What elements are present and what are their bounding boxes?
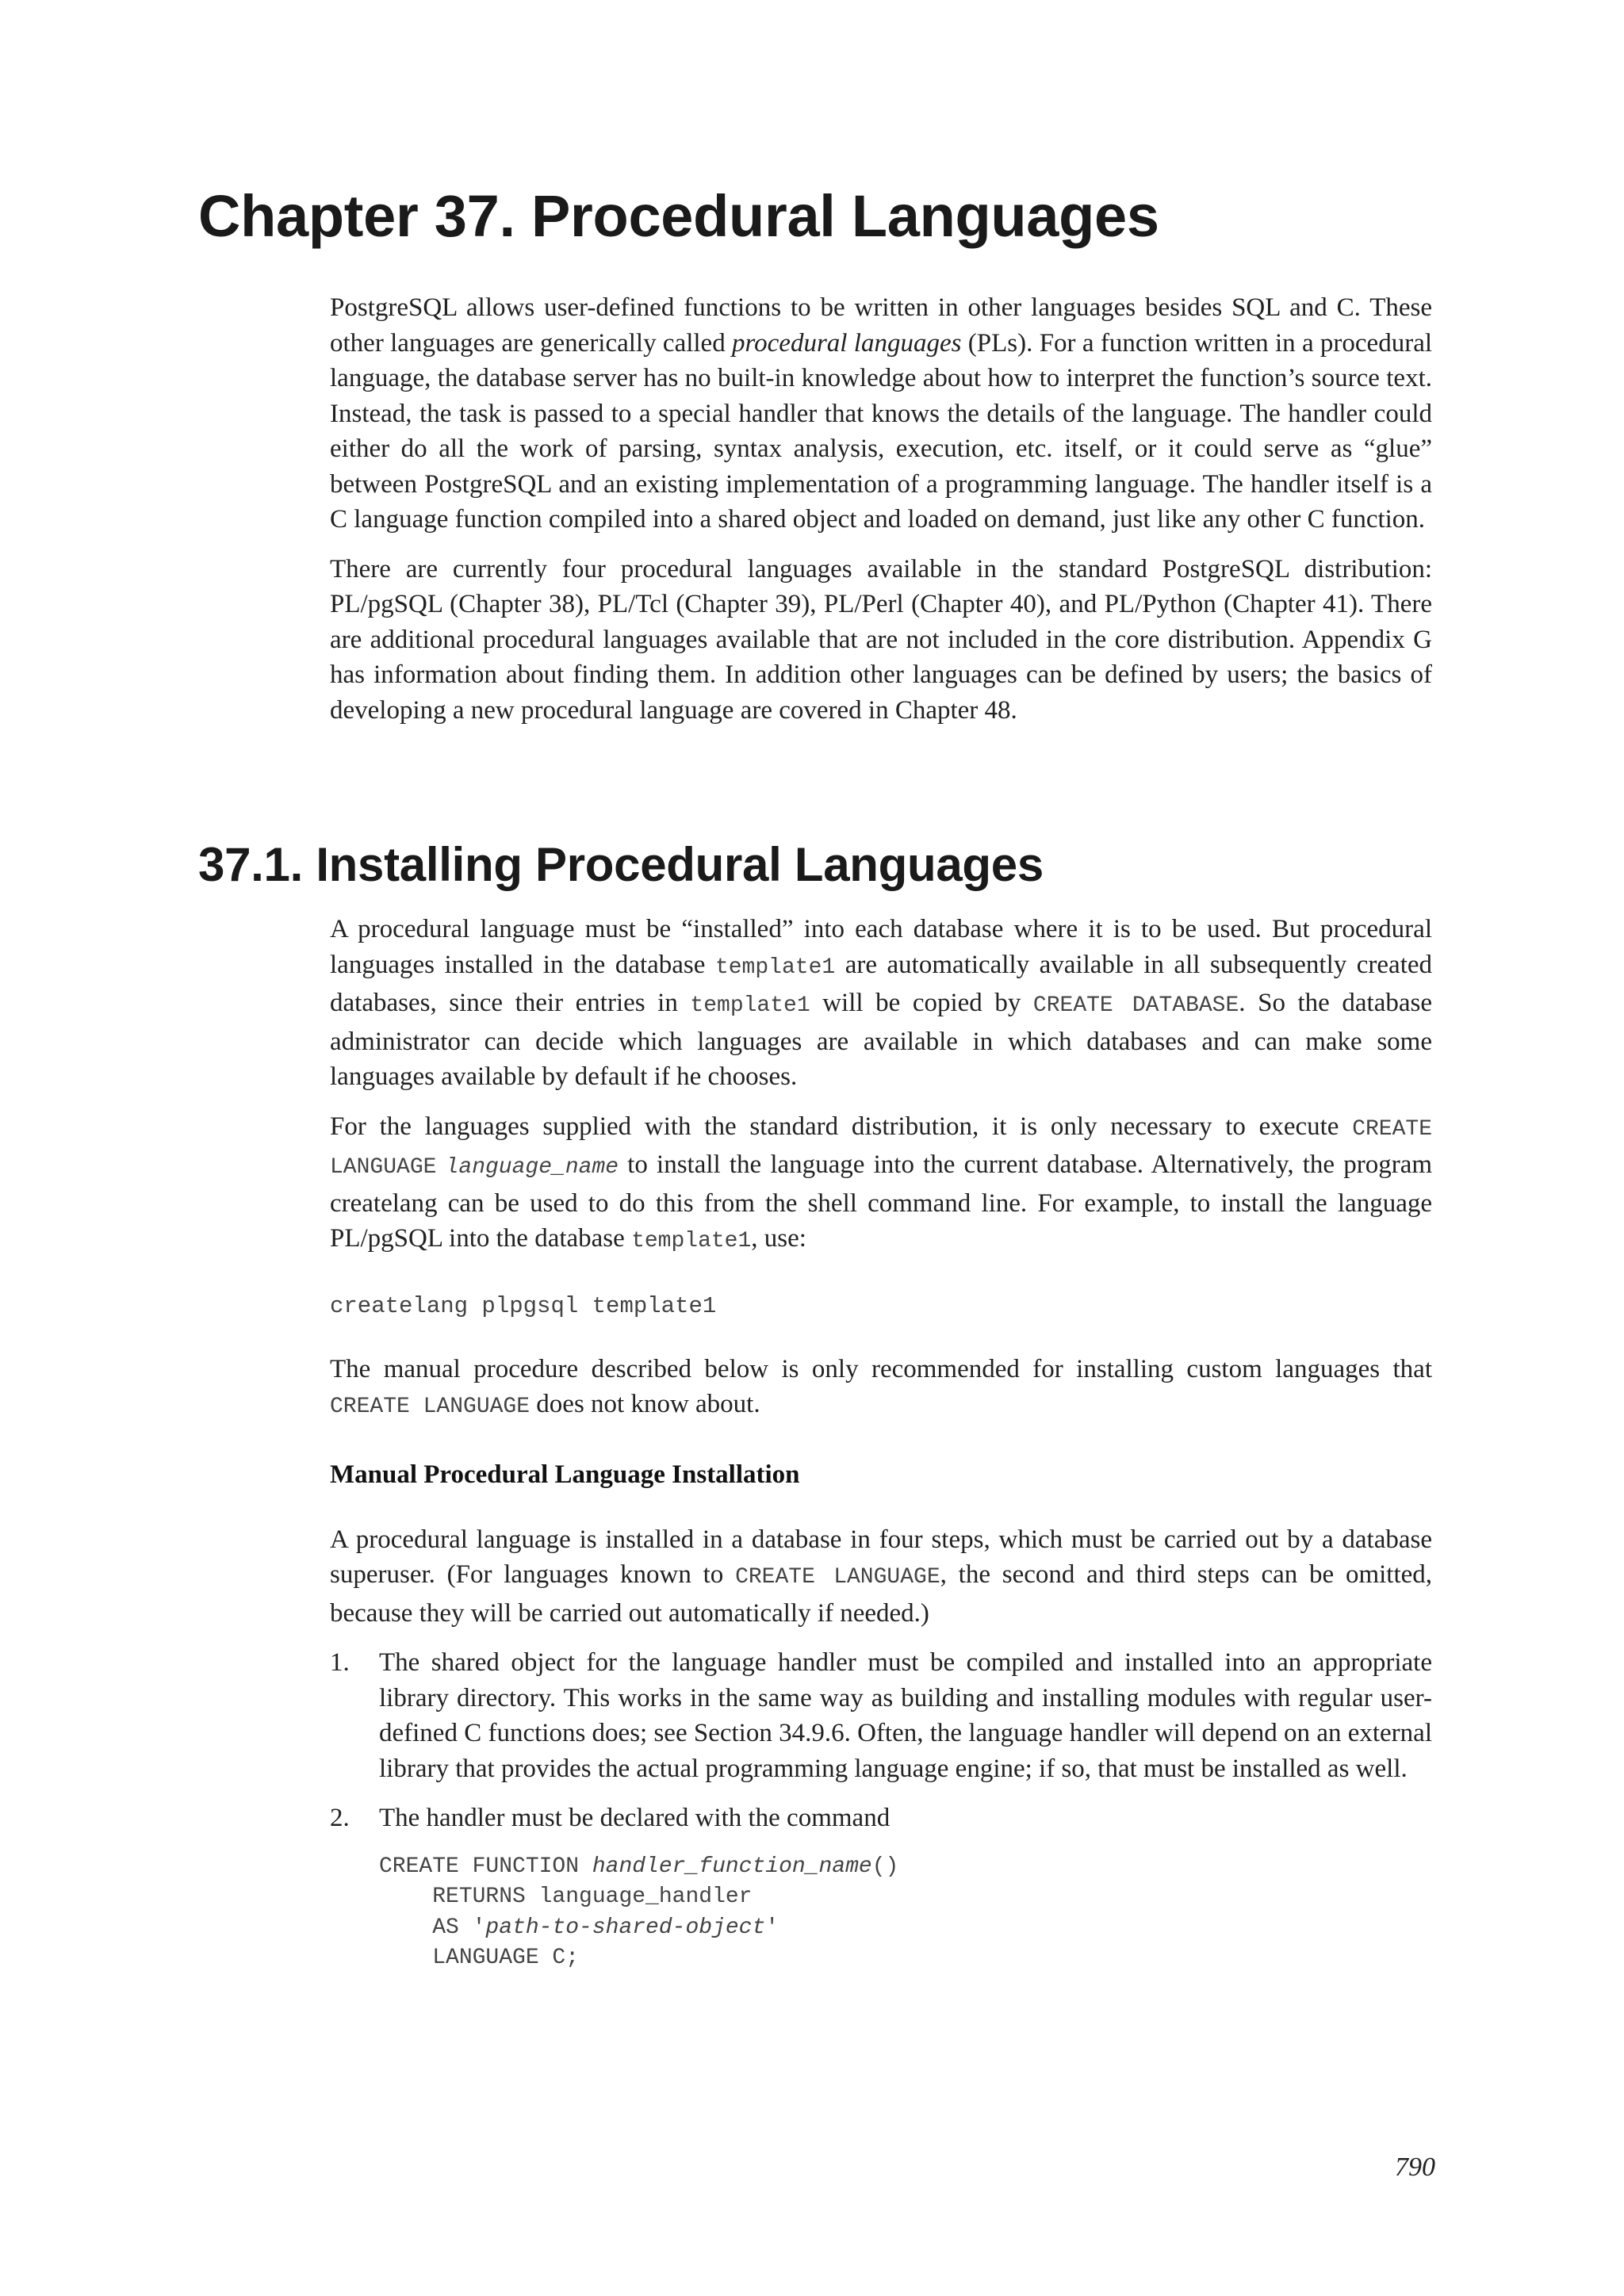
section-paragraph-4: A procedural language is installed in a database in four steps, which must be carried out by a database superuser. (For languages known to CREATE LANGUAGE, the second and third steps can be omitted, because they will be carried out automatically if needed.): [330, 1525, 1433, 1628]
code-block: CREATE FUNCTION handler_function_name() RETURNS language_handler AS 'path-to-shared-object' LANGUAGE C;: [379, 1854, 899, 1970]
section-paragraph-1: A procedural language must be “installed” into each database where it is to be used. But procedural languages installed in the database template1 are automatically available in all subsequently created databases, since their entries in template1 will be copied by CREATE DATABASE. So the database administrator can decide which languages are available in which databases and can make some languages available by default if he chooses.: [330, 915, 1433, 1091]
intro-paragraph-2: There are currently four procedural languages available in the standard PostgreSQL distribution: PL/pgSQL (Chapter 38), PL/Tcl (Chapter 39), PL/Perl (Chapter 40), and PL/Python (Chapter 41). There are additional procedural languages available that are not included in the core distribution. Appendix G has information about finding them. In addition other languages can be defined by users; the basics of developing a new procedural language are covered in Chapter 48.: [330, 554, 1432, 725]
page-number: 790: [1395, 2152, 1435, 2182]
shell-command: createlang plpgsql template1: [330, 1292, 717, 1319]
code-literal: CREATE DATABASE: [1032, 993, 1239, 1018]
section-paragraph-2: For the languages supplied with the standard distribution, it is only necessary to execute CREATE LANGUAGE language_name to install the language into the current database. Alternatively, the program createlang can be used to do this from the shell command line. For example, to install the language PL/pgSQL into the database template1, use:: [330, 1112, 1433, 1253]
step-number: 2.: [330, 1804, 350, 1832]
code-literal: template1: [714, 955, 836, 980]
step-number: 1.: [330, 1648, 350, 1677]
procedure-step: [330, 1645, 1432, 1786]
procedure-step: [330, 1800, 1432, 1974]
section-title: 37.1. Installing Procedural Languages: [198, 838, 1044, 891]
procedure-subheading: Manual Procedural Language Installation: [330, 1460, 800, 1489]
emphasis-term: procedural languages: [732, 328, 962, 358]
code-literal: template1: [690, 993, 810, 1018]
step-text: The shared object for the language handler must be compiled and installed into an appropriate library directory. This works in the same way as building and installing modules with regular user-defined C functions does; see Section 34.9.6. Often, the language handler will depend on an external library that provides the actual programming language engine; if so, that must be installed as well.: [379, 1648, 1432, 1783]
code-literal: template1: [631, 1229, 752, 1253]
step-text: The handler must be declared with the command: [379, 1804, 891, 1832]
section-body: [330, 912, 1432, 1974]
code-literal: CREATE LANGUAGE: [330, 1116, 1433, 1180]
code-literal: CREATE LANGUAGE: [735, 1565, 940, 1590]
section-paragraph-3: The manual procedure described below is only recommended for installing custom languages that CREATE LANGUAGE does not know about.: [330, 1354, 1432, 1419]
code-literal: CREATE LANGUAGE: [330, 1395, 530, 1419]
code-replaceable: language_name: [445, 1155, 619, 1180]
intro-paragraph-1: PostgreSQL allows user-defined functions to be written in other languages besides SQL and C. These other languages are generically called procedural languages (PLs). For a function written in a procedural language, the database server has no built-in knowledge about how to interpret the function’s source text. Instead, the task is passed to a special handler that knows the details of the language. The handler could either do all the work of parsing, syntax analysis, execution, etc. itself, or it could serve as “glue” between PostgreSQL and an existing implementation of a programming language. The handler itself is a C language function compiled into a shared object and loaded on demand, just like any other C function.: [330, 293, 1433, 534]
chapter-intro: [330, 290, 1432, 728]
chapter-title: Chapter 37. Procedural Languages: [198, 183, 1159, 249]
procedure-steps: [330, 1645, 1432, 1974]
